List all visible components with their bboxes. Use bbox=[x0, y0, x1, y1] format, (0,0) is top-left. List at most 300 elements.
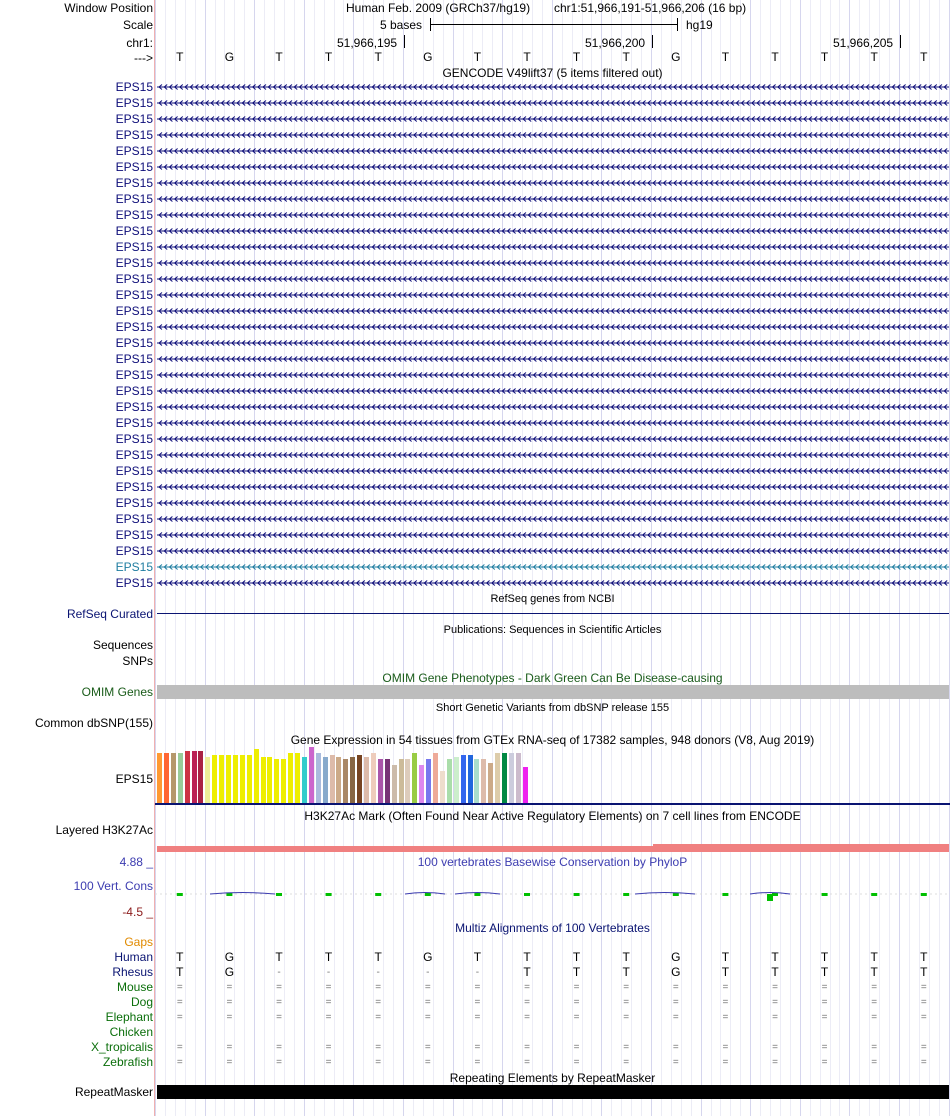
gencode-transcript[interactable] bbox=[157, 195, 949, 203]
gtex-tissue-bar[interactable] bbox=[426, 759, 431, 803]
alignment-base: G bbox=[671, 965, 681, 979]
assembly-text: Human Feb. 2009 (GRCh37/hg19) bbox=[346, 1, 531, 15]
gtex-tissue-bar[interactable] bbox=[281, 759, 286, 803]
gencode-track-title[interactable]: GENCODE V49lift37 (5 items filtered out) bbox=[442, 66, 663, 80]
coord-tick-1: 51,966,195 bbox=[337, 36, 398, 50]
alignment-base: = bbox=[474, 1042, 481, 1053]
reference-base: G bbox=[671, 50, 681, 64]
alignment-base: = bbox=[524, 1042, 530, 1053]
gencode-transcript[interactable] bbox=[157, 483, 949, 491]
publications-snps-label[interactable]: SNPs bbox=[122, 654, 153, 668]
gencode-transcript[interactable] bbox=[157, 355, 949, 363]
gencode-gene-label[interactable]: EPS15 bbox=[115, 272, 153, 286]
gencode-gene-label[interactable]: EPS15 bbox=[115, 496, 153, 510]
gencode-transcript[interactable] bbox=[157, 371, 949, 379]
gencode-transcript[interactable] bbox=[157, 99, 949, 107]
gencode-gene-label[interactable]: EPS15 bbox=[115, 400, 153, 414]
alignment-base: = bbox=[226, 982, 233, 993]
gtex-tissue-bar[interactable] bbox=[274, 759, 279, 803]
alignment-base: = bbox=[623, 1042, 630, 1053]
gencode-transcript[interactable] bbox=[157, 563, 949, 571]
alignment-base: G bbox=[671, 950, 681, 964]
gencode-transcript[interactable] bbox=[157, 147, 949, 155]
alignment-base: = bbox=[226, 1042, 233, 1053]
scale-bar-left-tick bbox=[430, 18, 431, 31]
phylop-score-mark bbox=[623, 893, 629, 896]
alignment-base: = bbox=[672, 997, 679, 1008]
alignment-base: = bbox=[722, 982, 729, 993]
gencode-gene-label[interactable]: EPS15 bbox=[115, 160, 153, 174]
gencode-transcript[interactable] bbox=[157, 419, 949, 427]
alignment-base: - bbox=[426, 967, 430, 978]
reference-base: T bbox=[721, 50, 730, 64]
gtex-tissue-bar[interactable] bbox=[412, 753, 417, 803]
gtex-tissue-bar[interactable] bbox=[371, 753, 376, 803]
gtex-tissue-bar[interactable] bbox=[185, 751, 190, 803]
gencode-gene-label[interactable]: EPS15 bbox=[115, 512, 153, 526]
alignment-base: = bbox=[573, 1042, 580, 1053]
phylop-score-mark bbox=[474, 893, 480, 896]
alignment-base: T bbox=[870, 950, 878, 964]
gtex-tissue-bar[interactable] bbox=[509, 753, 514, 803]
gencode-transcript[interactable] bbox=[157, 387, 949, 395]
alignment-base: = bbox=[821, 1042, 828, 1053]
gtex-tissue-bar[interactable] bbox=[454, 757, 459, 803]
gencode-transcript[interactable] bbox=[157, 179, 949, 187]
gencode-gene-label[interactable]: EPS15 bbox=[115, 448, 153, 462]
repeatmasker-label[interactable]: RepeatMasker bbox=[74, 1085, 153, 1099]
gencode-gene-label[interactable]: EPS15 bbox=[115, 304, 153, 318]
gencode-gene-label[interactable]: EPS15 bbox=[115, 560, 153, 574]
gtex-tissue-bar[interactable] bbox=[399, 759, 404, 803]
gtex-tissue-bar[interactable] bbox=[164, 753, 169, 803]
repeatmasker-element[interactable] bbox=[157, 1085, 949, 1099]
alignment-base: = bbox=[821, 1012, 828, 1023]
gencode-gene-label[interactable]: EPS15 bbox=[115, 432, 153, 446]
gtex-tissue-bar[interactable] bbox=[240, 755, 245, 803]
reference-base: T bbox=[275, 50, 283, 64]
reference-base: T bbox=[572, 50, 581, 64]
alignment-base: = bbox=[524, 1012, 530, 1023]
dbsnp-track-title[interactable]: Short Genetic Variants from dbSNP release 155 bbox=[435, 702, 670, 714]
gtex-tissue-bar[interactable] bbox=[357, 755, 362, 803]
reference-base: T bbox=[374, 50, 382, 64]
omim-label[interactable]: OMIM Genes bbox=[81, 685, 153, 699]
alignment-base: - bbox=[326, 967, 331, 978]
alignment-base: = bbox=[226, 1057, 233, 1068]
alignment-base: = bbox=[276, 997, 282, 1008]
alignment-base: = bbox=[375, 982, 382, 993]
gencode-gene-label[interactable]: EPS15 bbox=[115, 576, 153, 590]
alignment-base: T bbox=[622, 950, 630, 964]
gencode-transcript[interactable] bbox=[157, 579, 949, 587]
species-label[interactable]: Elephant bbox=[105, 1010, 153, 1024]
species-label[interactable]: Chicken bbox=[109, 1025, 153, 1039]
alignment-base: = bbox=[623, 982, 630, 993]
gencode-gene-label[interactable]: EPS15 bbox=[115, 240, 153, 254]
alignment-base: T bbox=[176, 950, 184, 964]
gtex-tissue-bar[interactable] bbox=[302, 757, 307, 803]
gencode-transcript[interactable] bbox=[157, 291, 949, 299]
alignment-base: = bbox=[920, 982, 927, 993]
gtex-tissue-bar[interactable] bbox=[295, 753, 300, 803]
alignment-base: = bbox=[176, 982, 183, 993]
gtex-tissue-bar[interactable] bbox=[343, 759, 348, 803]
alignment-base: G bbox=[423, 950, 433, 964]
alignment-base: = bbox=[672, 1042, 679, 1053]
phylop-score-mark bbox=[276, 893, 282, 896]
gencode-transcript[interactable] bbox=[157, 243, 949, 251]
gencode-transcript[interactable] bbox=[157, 259, 949, 267]
alignment-base: = bbox=[276, 1057, 282, 1068]
gtex-tissue-bar[interactable] bbox=[288, 753, 293, 803]
alignment-base: = bbox=[772, 1012, 778, 1023]
reference-base: G bbox=[224, 50, 235, 64]
gtex-tissue-bar[interactable] bbox=[440, 771, 445, 803]
phylop-score-mark bbox=[921, 893, 927, 896]
coord-tick-mark-1 bbox=[404, 35, 405, 48]
gtex-tissue-bar[interactable] bbox=[178, 753, 183, 803]
alignment-base: = bbox=[474, 1012, 481, 1023]
gtex-tissue-bar[interactable] bbox=[392, 765, 397, 803]
gtex-tissue-bar[interactable] bbox=[226, 755, 231, 803]
gtex-label[interactable]: EPS15 bbox=[115, 772, 153, 786]
gtex-tissue-bar[interactable] bbox=[192, 751, 197, 803]
phylop-label[interactable]: 100 Vert. Cons bbox=[73, 879, 153, 893]
alignment-base: = bbox=[325, 982, 332, 993]
gtex-tissue-bar[interactable] bbox=[219, 755, 224, 803]
h3k27ac-signal-left[interactable] bbox=[157, 846, 653, 852]
omim-track-title[interactable]: OMIM Gene Phenotypes - Dark Green Can Be Disease-causing bbox=[382, 671, 723, 685]
alignment-base: T bbox=[275, 950, 283, 964]
gencode-gene-label[interactable]: EPS15 bbox=[115, 416, 153, 430]
alignment-base: = bbox=[474, 1057, 481, 1068]
alignment-base: T bbox=[820, 950, 829, 964]
alignment-base: = bbox=[424, 982, 431, 993]
phylop-score-mark bbox=[822, 893, 828, 896]
gtex-tissue-bar[interactable] bbox=[468, 755, 473, 803]
gtex-tissue-bar[interactable] bbox=[447, 759, 452, 803]
reference-base: T bbox=[820, 50, 829, 64]
gencode-transcript[interactable] bbox=[157, 531, 949, 539]
gencode-transcript[interactable] bbox=[157, 115, 949, 123]
gtex-tissue-bar[interactable] bbox=[405, 759, 410, 803]
gtex-tissue-bar[interactable] bbox=[157, 753, 162, 803]
alignment-base: = bbox=[920, 1042, 927, 1053]
gtex-tissue-bar[interactable] bbox=[488, 763, 493, 803]
alignment-base: T bbox=[920, 950, 928, 964]
publications-sequences-label[interactable]: Sequences bbox=[92, 638, 153, 652]
alignment-base: = bbox=[375, 1057, 382, 1068]
gtex-baseline bbox=[155, 803, 950, 805]
alignment-base: T bbox=[920, 965, 928, 979]
gencode-gene-label[interactable]: EPS15 bbox=[115, 96, 153, 110]
gtex-tissue-bar[interactable] bbox=[261, 757, 266, 803]
gtex-tissue-bar[interactable] bbox=[516, 753, 521, 803]
refseq-gene-line[interactable] bbox=[157, 613, 949, 614]
gencode-gene-label[interactable]: EPS15 bbox=[115, 480, 153, 494]
alignment-base: = bbox=[276, 1012, 282, 1023]
gencode-transcript[interactable] bbox=[157, 275, 949, 283]
gtex-tissue-bar[interactable] bbox=[474, 759, 479, 803]
gtex-tissue-bar[interactable] bbox=[378, 759, 383, 803]
alignment-base: - bbox=[475, 967, 480, 978]
coord-tick-2: 51,966,200 bbox=[585, 36, 646, 50]
multiz-track-title[interactable]: Multiz Alignments of 100 Vertebrates bbox=[455, 921, 650, 935]
h3k27ac-track-title[interactable]: H3K27Ac Mark (Often Found Near Active Regulatory Elements) on 7 cell lines from ENCODE bbox=[304, 809, 801, 823]
gtex-tissue-bar[interactable] bbox=[523, 767, 528, 803]
alignment-base: = bbox=[871, 1012, 878, 1023]
gencode-gene-label[interactable]: EPS15 bbox=[115, 336, 153, 350]
alignment-base: = bbox=[672, 982, 679, 993]
phylop-score-mark bbox=[425, 893, 431, 896]
gencode-transcript[interactable] bbox=[157, 323, 949, 331]
gtex-tissue-bar[interactable] bbox=[385, 759, 390, 803]
gtex-tissue-bar[interactable] bbox=[495, 753, 500, 803]
alignment-base: = bbox=[672, 1012, 679, 1023]
alignment-base: = bbox=[772, 997, 778, 1008]
alignment-base: = bbox=[871, 997, 878, 1008]
window-position-label: Window Position bbox=[64, 1, 153, 15]
phylop-min-label: -4.5 _ bbox=[122, 905, 153, 919]
species-label[interactable]: Human bbox=[114, 950, 153, 964]
gtex-tissue-bar[interactable] bbox=[316, 753, 321, 803]
alignment-base: = bbox=[623, 1012, 630, 1023]
gencode-transcript[interactable] bbox=[157, 227, 949, 235]
alignment-base: T bbox=[771, 950, 779, 964]
alignment-base: = bbox=[424, 1042, 431, 1053]
alignment-base: T bbox=[374, 950, 382, 964]
alignment-base: = bbox=[176, 1057, 183, 1068]
gencode-gene-label[interactable]: EPS15 bbox=[115, 144, 153, 158]
phylop-negative-mark bbox=[767, 894, 773, 901]
gaps-label: Gaps bbox=[124, 935, 153, 949]
alignment-base: = bbox=[573, 1012, 580, 1023]
alignment-base: = bbox=[375, 1012, 382, 1023]
reference-base: T bbox=[771, 50, 779, 64]
alignment-base: = bbox=[325, 1012, 332, 1023]
gtex-tissue-bar[interactable] bbox=[419, 765, 424, 803]
gtex-tissue-bar[interactable] bbox=[254, 749, 259, 803]
alignment-base: G bbox=[224, 965, 235, 979]
gtex-tissue-bar[interactable] bbox=[323, 757, 328, 803]
strand-label: ---> bbox=[134, 51, 153, 65]
gtex-tissue-bar[interactable] bbox=[212, 755, 217, 803]
scale-db: hg19 bbox=[686, 18, 713, 32]
phylop-score-mark bbox=[722, 893, 728, 896]
alignment-base: G bbox=[224, 950, 235, 964]
alignment-base: T bbox=[176, 965, 184, 979]
coord-tick-mark-2 bbox=[652, 35, 653, 48]
reference-base: T bbox=[473, 50, 482, 64]
alignment-base: T bbox=[870, 965, 878, 979]
scale-label: Scale bbox=[122, 18, 153, 32]
species-label[interactable]: X_tropicalis bbox=[90, 1040, 153, 1054]
alignment-base: = bbox=[424, 1012, 431, 1023]
gtex-tissue-bar[interactable] bbox=[309, 747, 314, 803]
gtex-tissue-bar[interactable] bbox=[198, 751, 203, 803]
gencode-gene-label[interactable]: EPS15 bbox=[115, 288, 153, 302]
track-left-border bbox=[154, 0, 155, 1116]
alignment-base: = bbox=[176, 1042, 183, 1053]
alignment-base: = bbox=[821, 982, 828, 993]
alignment-base: = bbox=[722, 1057, 729, 1068]
reference-base: T bbox=[523, 50, 531, 64]
alignment-base: T bbox=[473, 950, 482, 964]
alignment-base: = bbox=[226, 997, 233, 1008]
alignment-base: = bbox=[424, 997, 431, 1008]
phylop-score-mark bbox=[871, 893, 877, 896]
gtex-tissue-bar[interactable] bbox=[350, 757, 355, 803]
phylop-score-mark bbox=[574, 893, 580, 896]
alignment-base: = bbox=[920, 1012, 927, 1023]
alignment-base: = bbox=[623, 997, 630, 1008]
phylop-score-mark bbox=[375, 893, 381, 896]
alignment-base: = bbox=[573, 1057, 580, 1068]
omim-gene-bar[interactable] bbox=[157, 685, 949, 699]
gtex-tissue-bar[interactable] bbox=[502, 753, 507, 803]
gencode-transcript[interactable] bbox=[157, 211, 949, 219]
gtex-tissue-bar[interactable] bbox=[171, 753, 176, 803]
gencode-gene-label[interactable]: EPS15 bbox=[115, 112, 153, 126]
species-label[interactable]: Dog bbox=[130, 995, 153, 1009]
phylop-max-label: 4.88 _ bbox=[119, 855, 153, 869]
alignment-base: = bbox=[623, 1057, 630, 1068]
gtex-tissue-bar[interactable] bbox=[364, 757, 369, 803]
alignment-base: = bbox=[325, 1042, 332, 1053]
alignment-base: T bbox=[721, 950, 730, 964]
gtex-tissue-bar[interactable] bbox=[461, 755, 466, 803]
gencode-transcript[interactable] bbox=[157, 163, 949, 171]
alignment-base: - bbox=[376, 967, 380, 978]
gtex-tissue-bar[interactable] bbox=[233, 755, 238, 803]
publications-track-title[interactable]: Publications: Sequences in Scientific Articles bbox=[443, 624, 662, 636]
gencode-gene-label[interactable]: EPS15 bbox=[115, 368, 153, 382]
alignment-base: = bbox=[524, 997, 530, 1008]
alignment-base: = bbox=[176, 997, 183, 1008]
scale-text: 5 bases bbox=[380, 18, 423, 32]
gencode-gene-label[interactable]: EPS15 bbox=[115, 208, 153, 222]
scale-bar bbox=[430, 24, 677, 25]
alignment-base: = bbox=[474, 982, 481, 993]
coord-tick-mark-3 bbox=[900, 35, 901, 48]
gtex-tissue-bar[interactable] bbox=[481, 759, 486, 803]
gtex-track-title[interactable]: Gene Expression in 54 tissues from GTEx RNA-seq of 17382 samples, 948 donors (V8, Aug 2019) bbox=[290, 733, 815, 747]
coord-tick-3: 51,966,205 bbox=[833, 36, 894, 50]
gencode-transcript[interactable] bbox=[157, 499, 949, 507]
gencode-gene-label[interactable]: EPS15 bbox=[115, 128, 153, 142]
gencode-transcript[interactable] bbox=[157, 339, 949, 347]
alignment-base: = bbox=[871, 982, 878, 993]
reference-base: G bbox=[423, 50, 433, 64]
gencode-transcript[interactable] bbox=[157, 547, 949, 555]
alignment-base: T bbox=[523, 965, 531, 979]
gencode-gene-label[interactable]: EPS15 bbox=[115, 192, 153, 206]
gencode-gene-label[interactable]: EPS15 bbox=[115, 224, 153, 238]
gencode-gene-label[interactable]: EPS15 bbox=[115, 256, 153, 270]
gtex-tissue-bar[interactable] bbox=[267, 757, 272, 803]
alignment-base: = bbox=[424, 1057, 431, 1068]
alignment-base: T bbox=[771, 965, 779, 979]
alignment-base: = bbox=[871, 1057, 878, 1068]
alignment-base: = bbox=[375, 1042, 382, 1053]
gencode-transcript[interactable] bbox=[157, 435, 949, 443]
alignment-base: = bbox=[176, 1012, 183, 1023]
gencode-transcript[interactable] bbox=[157, 451, 949, 459]
gtex-tissue-bar[interactable] bbox=[433, 753, 438, 803]
phylop-score-mark bbox=[524, 893, 530, 896]
gtex-expression-chart[interactable] bbox=[157, 748, 557, 803]
gencode-gene-label[interactable]: EPS15 bbox=[115, 528, 153, 542]
gencode-transcript[interactable] bbox=[157, 467, 949, 475]
gencode-gene-label[interactable]: EPS15 bbox=[115, 176, 153, 190]
alignment-base: = bbox=[524, 982, 530, 993]
dbsnp-label[interactable]: Common dbSNP(155) bbox=[34, 716, 153, 730]
alignment-base: T bbox=[324, 950, 333, 964]
refseq-label[interactable]: RefSeq Curated bbox=[66, 607, 153, 621]
phylop-score-mark bbox=[673, 893, 679, 896]
phylop-score-mark bbox=[226, 893, 232, 896]
repeatmasker-track-title[interactable]: Repeating Elements by RepeatMasker bbox=[449, 1071, 656, 1085]
gencode-gene-label[interactable]: EPS15 bbox=[115, 352, 153, 366]
alignment-base: T bbox=[523, 950, 531, 964]
reference-base: T bbox=[870, 50, 878, 64]
alignment-base: T bbox=[622, 965, 630, 979]
alignment-base: = bbox=[524, 1057, 530, 1068]
species-label[interactable]: Rhesus bbox=[112, 965, 153, 979]
gencode-transcript[interactable] bbox=[157, 307, 949, 315]
gtex-tissue-bar[interactable] bbox=[330, 755, 335, 803]
gencode-gene-label[interactable]: EPS15 bbox=[115, 384, 153, 398]
refseq-track-title[interactable]: RefSeq genes from NCBI bbox=[490, 593, 615, 605]
alignment-base: = bbox=[722, 1042, 729, 1053]
h3k27ac-label[interactable]: Layered H3K27Ac bbox=[55, 823, 153, 837]
alignment-base: = bbox=[672, 1057, 679, 1068]
h3k27ac-signal-right[interactable] bbox=[653, 844, 949, 852]
gencode-transcript[interactable] bbox=[157, 515, 949, 523]
phylop-score-mark bbox=[177, 893, 183, 896]
gencode-transcript[interactable] bbox=[157, 403, 949, 411]
species-label[interactable]: Mouse bbox=[116, 980, 153, 994]
alignment-base: = bbox=[772, 1057, 778, 1068]
gencode-gene-label[interactable]: EPS15 bbox=[115, 320, 153, 334]
alignment-base: - bbox=[277, 967, 281, 978]
alignment-base: = bbox=[573, 997, 580, 1008]
alignment-base: = bbox=[920, 1057, 927, 1068]
phylop-track-title[interactable]: 100 vertebrates Basewise Conservation by PhyloP bbox=[417, 855, 688, 869]
chrom-label: chr1: bbox=[126, 36, 153, 50]
gtex-tissue-bar[interactable] bbox=[205, 757, 210, 803]
alignment-base: = bbox=[772, 1042, 778, 1053]
scale-bar-right-tick bbox=[677, 18, 678, 31]
alignment-base: = bbox=[325, 1057, 332, 1068]
gencode-transcript[interactable] bbox=[157, 83, 949, 91]
alignment-base: = bbox=[474, 997, 481, 1008]
gencode-gene-label[interactable]: EPS15 bbox=[115, 464, 153, 478]
gencode-gene-label[interactable]: EPS15 bbox=[115, 544, 153, 558]
gencode-gene-label[interactable]: EPS15 bbox=[115, 80, 153, 94]
phylop-signal[interactable] bbox=[155, 884, 950, 906]
position-text: chr1:51,966,191-51,966,206 (16 bp) bbox=[554, 1, 747, 15]
gtex-tissue-bar[interactable] bbox=[336, 757, 341, 803]
alignment-base: T bbox=[572, 965, 581, 979]
gtex-tissue-bar[interactable] bbox=[247, 755, 252, 803]
gencode-transcript[interactable] bbox=[157, 131, 949, 139]
alignment-base: = bbox=[871, 1042, 878, 1053]
species-label[interactable]: Zebrafish bbox=[102, 1055, 153, 1069]
alignment-base: = bbox=[772, 982, 778, 993]
alignment-base: = bbox=[226, 1012, 233, 1023]
